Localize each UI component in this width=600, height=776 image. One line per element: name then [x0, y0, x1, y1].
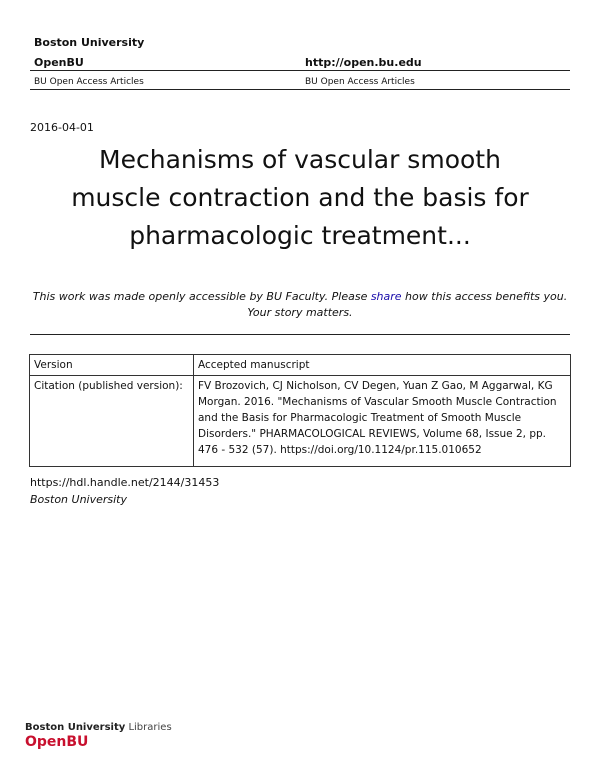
header-divider — [30, 70, 570, 71]
metadata-table — [29, 354, 571, 467]
openbu-logo-text: OpenBU — [25, 734, 89, 750]
version-value: Accepted manuscript — [194, 355, 571, 376]
repository-url-link[interactable]: http://open.bu.edu — [305, 56, 422, 69]
share-link[interactable]: share — [370, 290, 402, 303]
note-divider — [30, 334, 570, 335]
citation-value: FV Brozovich, CJ Nicholson, CV Degen, Yuan Z Gao, M Aggarwal, KG Morgan. 2016. "Mechanisms of Vascular Smooth Muscle Contraction and the Basis for Pharmacologic Treatment of Smooth Muscle Disorders." PHARMACOLOGICAL REVIEWS, Volume 68, Issue 2, pp. 476 - 532 (57). https://doi.org/10.1124/pr.115.010652 — [194, 376, 571, 467]
handle-link[interactable]: https://hdl.handle.net/2144/31453 — [30, 476, 220, 489]
publication-date: 2016-04-01 — [30, 121, 94, 134]
bu-logo-line: Boston University — [25, 722, 126, 733]
bu-libraries-logo-text — [25, 722, 172, 733]
institution-name: Boston University — [34, 36, 145, 49]
version-label: Version — [30, 355, 194, 376]
access-note-text-2: how this access benefits you. Your story matters. — [247, 290, 568, 319]
citation-row — [30, 376, 571, 467]
libraries-logo-suffix: Libraries — [125, 722, 172, 733]
collection-right: BU Open Access Articles — [305, 77, 415, 87]
footer-logo — [25, 722, 172, 750]
collection-left: BU Open Access Articles — [34, 77, 144, 87]
access-note — [30, 289, 570, 321]
citation-label: Citation (published version): — [30, 376, 194, 467]
access-note-text-1: This work was made openly accessible by BU Faculty. Please — [32, 290, 371, 303]
institution-footer: Boston University — [30, 493, 128, 506]
repository-name: OpenBU — [34, 56, 84, 69]
document-title: Mechanisms of vascular smooth muscle contraction and the basis for pharmacologic treatment... — [71, 145, 529, 250]
version-row — [30, 355, 571, 376]
collection-divider — [30, 89, 570, 90]
